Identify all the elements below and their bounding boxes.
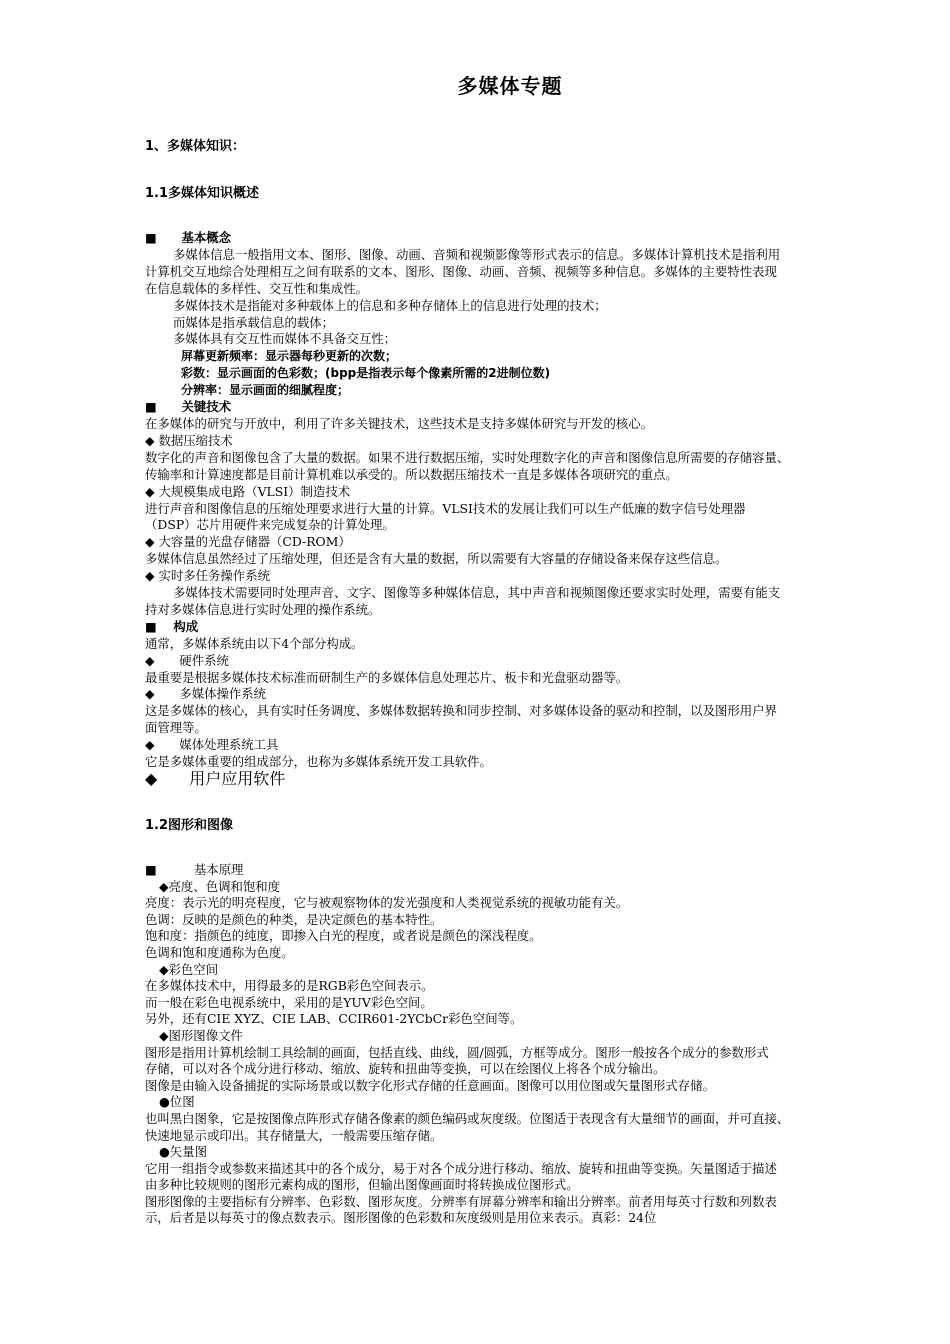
heading-1-1: 1.1多媒体知识概述 <box>145 186 260 201</box>
paragraph-line: （DSP）芯片用硬件来完成复杂的计算处理。 <box>145 517 395 533</box>
paragraph-line: 传输率和计算速度都是目前计算机难以承受的。所以数据压缩技术一直是多媒体各项研究的重点。 <box>145 466 678 482</box>
paragraph-line: 它用一组指令或参数来描述其中的各个成分，易于对各个成分进行移动、缩放、旋转和扭曲等变换。矢量图适于描述 <box>145 1160 777 1176</box>
paragraph-line: 也叫黑白图象，它是按图像点阵形式存储各像素的颜色编码或灰度级。位图适于表现含有大量细节的画面，并可直接、 <box>145 1110 790 1126</box>
paragraph-line: ◆ 硬件系统 <box>145 652 229 668</box>
paragraph-line: 多媒体技术需要同时处理声音、文字、图像等多种媒体信息，其中声音和视频图像还要求实时处理，需要有能支 <box>173 585 781 601</box>
heading-1-2: 1.2图形和图像 <box>145 818 234 833</box>
paragraph-line: ■ 基本原理 <box>145 862 244 877</box>
paragraph-line: 在信息载体的多样性、交互性和集成性。 <box>145 280 369 296</box>
paragraph-line: 分辨率：显示画面的细腻程度； <box>181 383 350 398</box>
paragraph-line: ◆图形图像文件 <box>159 1027 243 1043</box>
paragraph-line: ◆ 用户应用软件 <box>145 771 286 788</box>
paragraph-line: 它是多媒体重要的组成部分，也称为多媒体系统开发工具软件。 <box>145 754 492 770</box>
page-title: 多媒体专题 <box>457 74 563 98</box>
paragraph-line: 而媒体是指承载信息的载体； <box>173 314 335 330</box>
paragraph-line: ◆ 大容量的光盘存储器（CD-ROM） <box>145 534 351 550</box>
paragraph-line: 而一般在彩色电视系统中，采用的是YUV彩色空间。 <box>145 994 433 1010</box>
paragraph-line: 另外，还有CIE XYZ、CIE LAB、CCIR601-2YCbCr彩色空间等。 <box>145 1011 523 1027</box>
paragraph-line: 持对多媒体信息进行实时处理的操作系统。 <box>145 601 381 617</box>
paragraph-line: 屏幕更新频率：显示器每秒更新的次数； <box>181 349 398 364</box>
paragraph-line: 在多媒体技术中，用得最多的是RGB彩色空间表示。 <box>145 978 434 994</box>
paragraph-line: 色调：反映的是颜色的种类，是决定颜色的基本特性。 <box>145 911 443 927</box>
paragraph-line: 示，后者是以每英寸的像点数表示。图形图像的色彩数和灰度级则是用位来表示。真彩：24位 <box>145 1210 657 1226</box>
paragraph-line: 色调和饱和度通称为色度。 <box>145 944 294 960</box>
paragraph-line: 存储，可以对各个成分进行移动、缩放、旋转和扭曲等变换，可以在绘图仪上将各个成分输出。 <box>145 1061 666 1077</box>
paragraph-line: 图形图像的主要指标有分辨率、色彩数、图形灰度。分辨率有屏幕分辨率和输出分辨率。前者用每英寸行数和列数表 <box>145 1193 777 1209</box>
paragraph-line: ●位图 <box>159 1094 195 1110</box>
paragraph-line: 最重要是根据多媒体技术标准而研制生产的多媒体信息处理芯片、板卡和光盘驱动器等。 <box>145 669 629 685</box>
paragraph-line: 图形是指用计算机绘制工具绘制的画面，包括直线、曲线，圆/圆弧，方框等成分。图形一般按各个成分的参数形式 <box>145 1044 769 1060</box>
paragraph-line: 通常，多媒体系统由以下4个部分构成。 <box>145 635 364 651</box>
paragraph-line: ◆ 数据压缩技术 <box>145 432 233 448</box>
paragraph-line: 图像是由输入设备捕捉的实际场景或以数字化形式存储的任意画面。图像可以用位图或矢量图形式存储。 <box>145 1077 715 1093</box>
paragraph-line: ◆ 大规模集成电路（VLSI）制造技术 <box>145 483 351 499</box>
paragraph-line: ◆ 实时多任务操作系统 <box>145 568 270 584</box>
paragraph-line: 面管理等。 <box>145 720 207 736</box>
heading-1: 1、多媒体知识： <box>145 139 246 154</box>
paragraph-line: ●矢量图 <box>159 1144 207 1160</box>
paragraph-line: 多媒体信息一般指用文本、图形、图像、动画、音频和视频影像等形式表示的信息。多媒体计算机技术是指利用 <box>173 246 781 262</box>
paragraph-line: 快速地显示或印出。其存储量大，一般需要压缩存储。 <box>145 1127 443 1143</box>
paragraph-line: ■ 关键技术 <box>145 399 232 415</box>
paragraph-line: 计算机交互地综合处理相互之间有联系的文本、图形、图像、动画、音频、视频等多种信息。多媒体的主要特性表现 <box>145 263 777 279</box>
paragraph-line: ◆亮度、色调和饱和度 <box>159 878 281 894</box>
paragraph-line: ■ 构成 <box>145 618 199 634</box>
paragraph-line: 多媒体信息虽然经过了压缩处理，但还是含有大量的数据，所以需要有大容量的存储设备来保存这些信息。 <box>145 551 728 567</box>
paragraph-line: 多媒体技术是指能对多种载体上的信息和多种存储体上的信息进行处理的技术； <box>173 297 607 313</box>
paragraph-line: ◆彩色空间 <box>159 961 219 977</box>
section-1-2-body <box>145 862 885 1227</box>
paragraph-line: 多媒体具有交互性而媒体不具备交互性； <box>173 331 397 347</box>
paragraph-line: 在多媒体的研究与开放中，利用了许多关键技术，这些技术是支持多媒体研究与开发的核心。 <box>145 415 654 431</box>
paragraph-line: 彩数：显示画面的色彩数；(bpp是指表示每个像素所需的2进制位数) <box>181 366 551 381</box>
paragraph-line: ◆ 媒体处理系统工具 <box>145 737 279 753</box>
paragraph-line: ■ 基本概念 <box>145 230 232 245</box>
paragraph-line: 进行声音和图像信息的压缩处理要求进行大量的计算。VLSI技术的发展让我们可以生产低廉的数字信号处理器 <box>145 500 746 516</box>
paragraph-line: 饱和度：指颜色的纯度，即掺入白光的程度，或者说是颜色的深浅程度。 <box>145 928 542 944</box>
paragraph-line: 这是多媒体的核心，具有实时任务调度、多媒体数据转换和同步控制、对多媒体设备的驱动和控制，以及图形用户界 <box>145 703 777 719</box>
paragraph-line: 亮度：表示光的明亮程度，它与被观察物体的发光强度和人类视觉系统的视敏功能有关。 <box>145 895 629 911</box>
paragraph-line: 数字化的声音和图像包含了大量的数据。如果不进行数据压缩，实时处理数字化的声音和图像信息所需要的存储容量、 <box>145 449 790 465</box>
paragraph-line: ◆ 多媒体操作系统 <box>145 686 267 702</box>
section-1-1-body <box>145 230 885 788</box>
paragraph-line: 由多种比较规则的图形元素构成的图形，但输出图像画面时将转换成位图形式。 <box>145 1177 579 1193</box>
